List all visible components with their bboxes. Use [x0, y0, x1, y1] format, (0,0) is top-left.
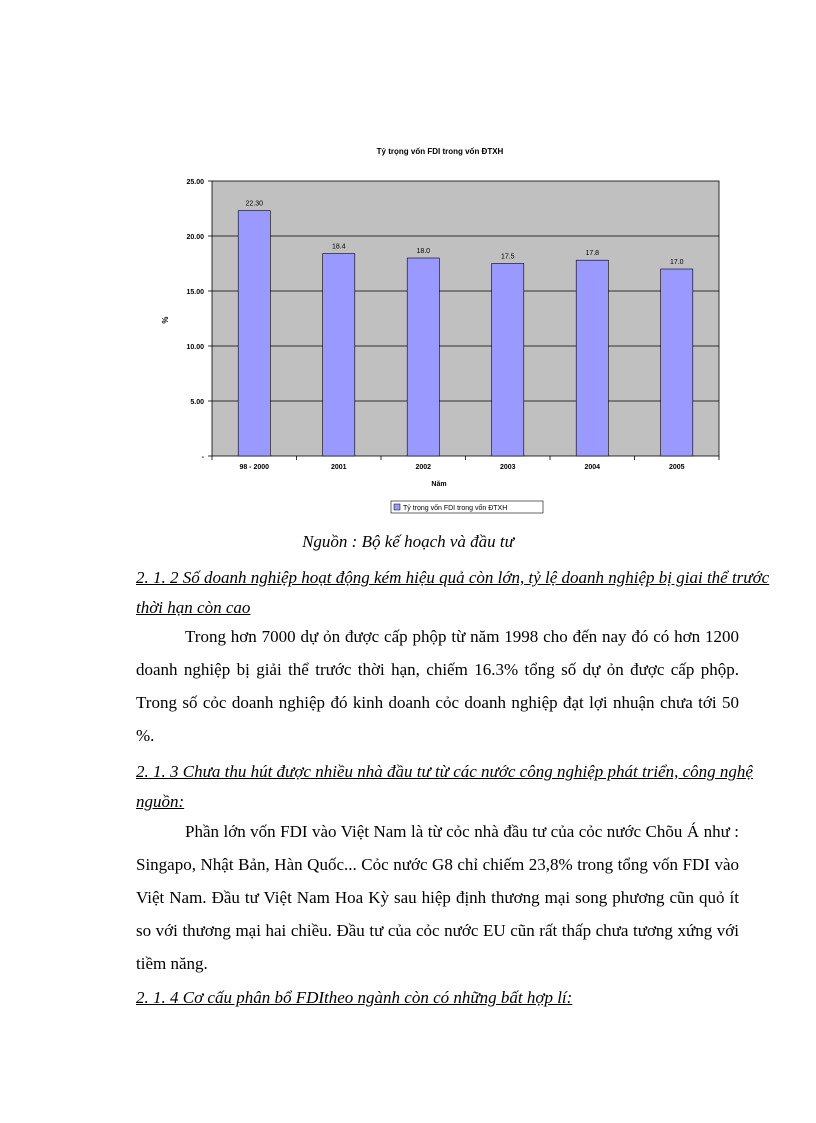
y-tick-label: 5.00 — [190, 399, 204, 406]
chart-title: Tỷ trọng vốn FDI trong vốn ĐTXH — [376, 147, 504, 156]
bar — [661, 269, 693, 456]
x-tick-label: 2002 — [415, 464, 432, 471]
bar-value-label: 17.0 — [669, 259, 684, 266]
y-tick-label: 25.00 — [186, 179, 204, 186]
legend-label: Tỷ trọng vốn FDI trong vốn ĐTXH — [403, 505, 508, 512]
x-tick-label: 2001 — [330, 464, 347, 471]
legend-swatch — [394, 504, 400, 510]
section-body-2-1-3: Phần lớn vốn FDI vào Việt Nam là từ cỏc nhà đầu tư của cỏc nước Chõu Á như : Singapo, Nhật Bản, Hàn Quốc... Cỏc nước G8 chỉ chiếm 23,8% trong tổng vốn FDI vào Việt Nam. Đầu tư Việt Nam Hoa Kỳ sau hiệp định thương mại song phương cũn quỏ ít so với thương mại hai chiều. Đầu tư của cỏc nước EU cũn rất thấp chưa tương xứng với tiềm năng. — [136, 822, 739, 973]
bar — [323, 254, 355, 456]
y-tick-label: 10.00 — [186, 344, 204, 351]
y-tick-label: - — [201, 454, 204, 461]
bar — [576, 260, 608, 456]
x-tick-label: 98 - 2000 — [239, 464, 270, 471]
y-tick-label: 15.00 — [186, 289, 204, 296]
bar — [492, 264, 524, 457]
plot-area — [186, 179, 719, 471]
section-body-2-1-2: Trong hơn 7000 dự ỏn được cấp phộp từ năm 1998 cho đến nay đó có hơn 1200 doanh nghiệp bị giải thể trước thời hạn, chiếm 16.3% tổng số dự ỏn được cấp phộp. Trong số cỏc doanh nghiệp đó kinh doanh cỏc doanh nghiệp đạt lợi nhuận chưa tới 50 %. — [136, 627, 739, 745]
plot-background — [212, 181, 719, 456]
bar-value-label: 17.8 — [585, 250, 600, 258]
y-tick-label: 20.00 — [186, 234, 204, 241]
section-heading-2-1-4: 2. 1. 4 Cơ cấu phân bổ FDItheo ngành còn có những bất hợp lí: — [136, 988, 573, 1007]
chart-legend — [391, 501, 543, 513]
x-tick-label: 2003 — [499, 464, 516, 471]
section-heading-2-1-2: 2. 1. 2 Số doanh nghiệp hoạt động kém hiệu quả còn lớn, tỷ lệ doanh nghiệp bị giai thể trước thời hạn còn cao — [136, 568, 770, 617]
bar-value-label: 18.4 — [331, 243, 346, 251]
chart-source: Nguồn : Bộ kế hoạch và đầu tư — [302, 532, 514, 551]
y-axis-label: % — [161, 316, 170, 324]
bar-value-label: 17.5 — [500, 253, 515, 261]
x-tick-label: 2005 — [668, 464, 685, 471]
bar-value-label: 22.30 — [245, 200, 264, 208]
section-heading-2-1-3: 2. 1. 3 Chưa thu hút được nhiều nhà đầu tư từ các nước công nghiệp phát triển, công nghệ nguồn: — [136, 762, 753, 811]
x-tick-label: 2004 — [584, 464, 601, 471]
x-axis-label: Năm — [431, 481, 447, 488]
bar — [407, 258, 439, 456]
bar-value-label: 18.0 — [416, 248, 431, 255]
bar — [238, 211, 270, 456]
fdi-share-bar-chart — [150, 140, 730, 520]
